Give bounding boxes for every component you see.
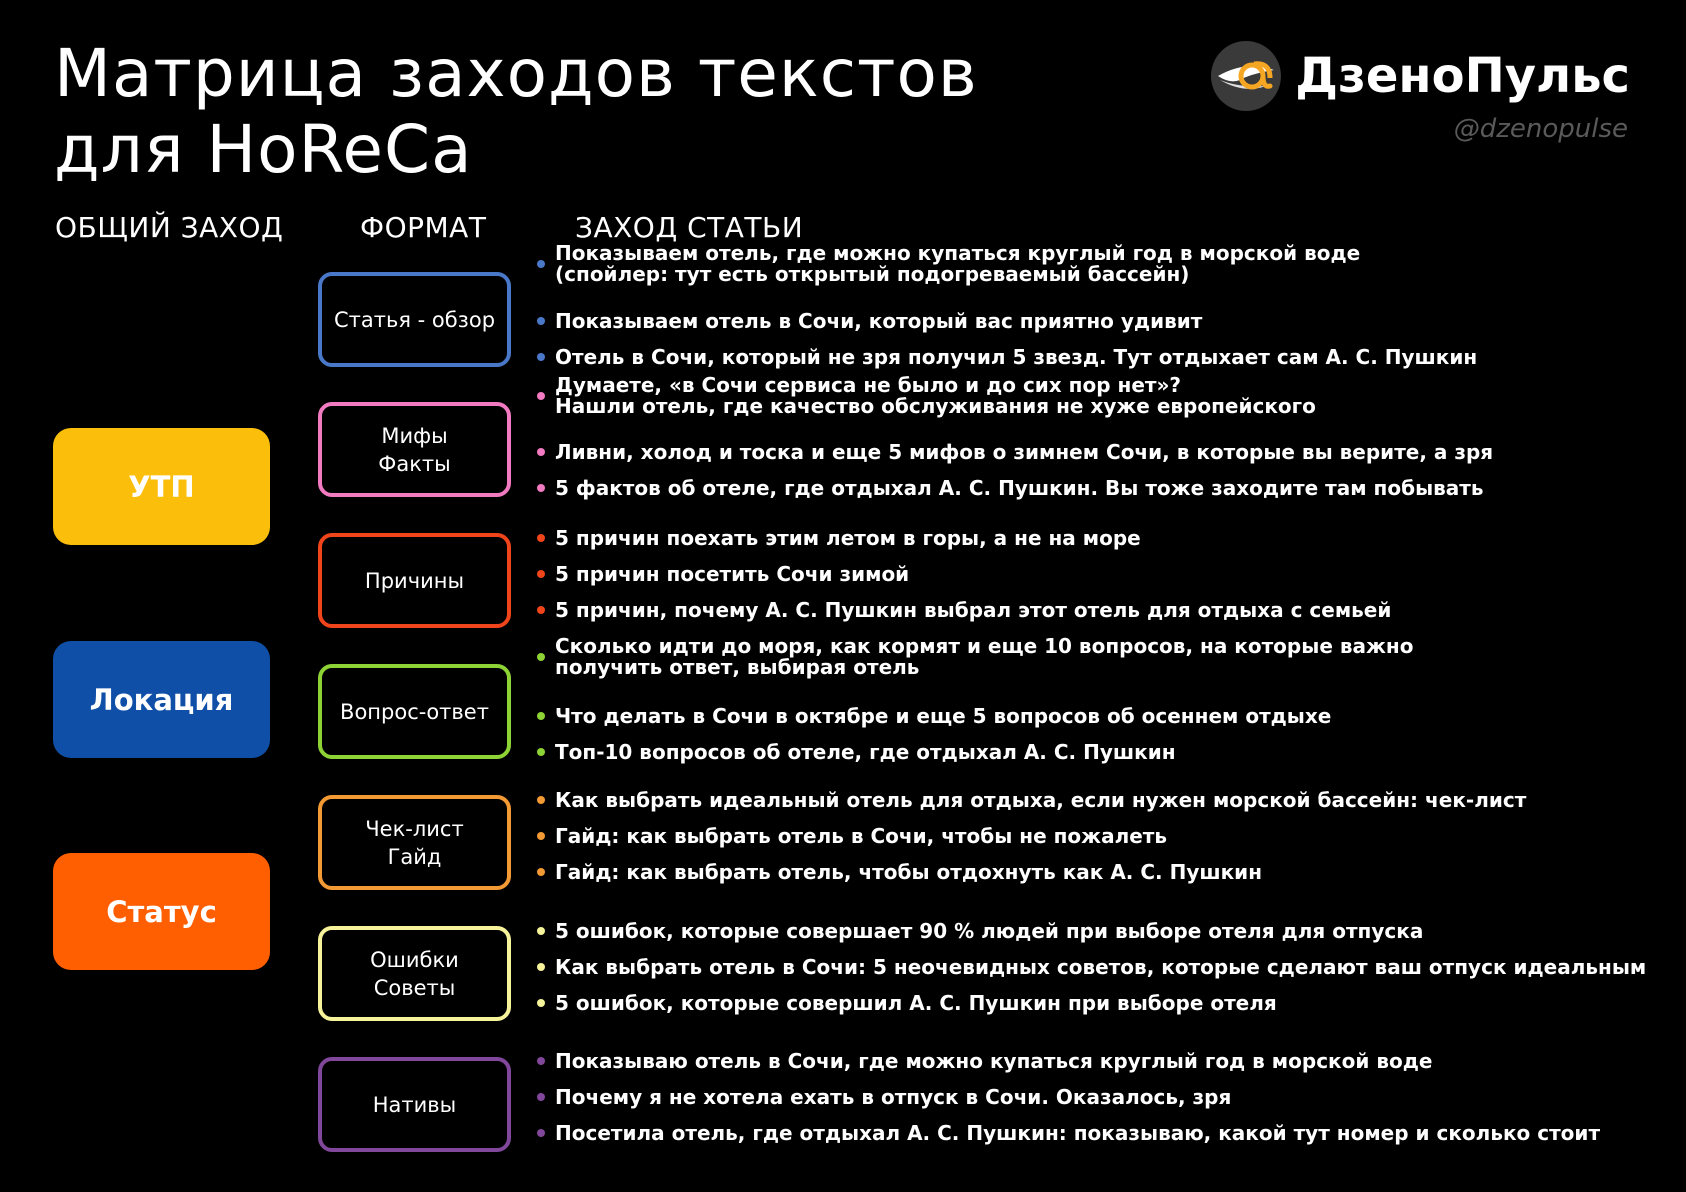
article-item [555,739,1680,764]
article-item [555,636,1680,678]
format-label-line: Гайд [387,844,442,869]
format-label-line: Причины [364,568,465,593]
approach-label: УТП [128,469,195,504]
bullet-dot-icon [537,570,545,578]
column-header-approach: ОБЩИЙ ЗАХОД [55,211,284,244]
article-item [555,308,1680,333]
article-item-text: Ливни, холод и тоска и еще 5 мифов о зимнем Сочи, в которые вы верите, а зря [555,439,1494,464]
brand-handle: @dzenopulse [1453,114,1628,144]
format-box-checklist-guide [318,795,511,890]
bullet-dot-icon [537,448,545,456]
article-item [555,1120,1680,1145]
bullet-dot-icon [537,484,545,492]
article-item-text: Посетила отель, где отдыхал А. С. Пушкин: показываю, какой тут номер и сколько стоит [555,1120,1601,1145]
article-item-text: Сколько идти до моря, как кормят и еще 10 вопросов, на которые важно получить ответ, выбирая отель [555,634,1414,679]
article-item-text: 5 ошибок, которые совершает 90 % людей при выборе отеля для отпуска [555,918,1424,943]
bullet-dot-icon [537,1093,545,1101]
bullet-dot-icon [537,1057,545,1065]
format-box-myths-facts [318,402,511,497]
article-item-text: 5 фактов об отеле, где отдыхал А. С. Пушкин. Вы тоже заходите там побывать [555,475,1484,500]
bullet-dot-icon [537,796,545,804]
page-title [54,36,1154,188]
approach-box-status [53,853,270,970]
article-item-text: Показываю отель в Сочи, где можно купаться круглый год в морской воде [555,1048,1433,1073]
article-item [555,1048,1680,1073]
at-sign-logo-icon [1210,40,1282,112]
article-item [555,475,1680,500]
format-box-natives [318,1057,511,1152]
article-item-text: Гайд: как выбрать отель в Сочи, чтобы не пожалеть [555,823,1168,848]
format-label-line: Чек-лист [365,816,464,841]
format-label-line: Вопрос-ответ [340,699,489,724]
bullet-dot-icon [537,832,545,840]
article-item-text: 5 причин поехать этим летом в горы, а не на море [555,525,1141,550]
format-box-mistakes-tips [318,926,511,1021]
bullet-dot-icon [537,748,545,756]
bullet-dot-icon [537,712,545,720]
article-item-text: Что делать в Сочи в октябре и еще 5 вопросов об осеннем отдыхе [555,703,1332,728]
article-item-text: 5 причин, почему А. С. Пушкин выбрал этот отель для отдыха с семьей [555,597,1392,622]
article-item [555,823,1680,848]
article-item [555,344,1680,369]
format-label-line: Статья - обзор [333,307,496,332]
article-item [555,918,1680,943]
bullet-dot-icon [537,927,545,935]
article-item-text: Гайд: как выбрать отель, чтобы отдохнуть как А. С. Пушкин [555,859,1263,884]
article-item-text: 5 причин посетить Сочи зимой [555,561,910,586]
format-label-line: Нативы [372,1092,457,1117]
article-item [555,561,1680,586]
bullet-dot-icon [537,868,545,876]
article-item-text: Показываем отель, где можно купаться круглый год в морской воде (спойлер: тут есть открытый подогреваемый бассейн) [555,241,1361,286]
article-item [555,597,1680,622]
article-item [555,859,1680,884]
title-line-2: для HoReCa [54,111,473,188]
approach-box-location [53,641,270,758]
column-header-article: ЗАХОД СТАТЬИ [575,211,804,244]
bullet-dot-icon [537,534,545,542]
article-item [555,1084,1680,1109]
article-item-text: Отель в Сочи, который не зря получил 5 звезд. Тут отдыхает сам А. С. Пушкин [555,344,1478,369]
article-item-text: Показываем отель в Сочи, который вас приятно удивит [555,308,1203,333]
bullet-dot-icon [537,999,545,1007]
format-box-review [318,272,511,367]
article-item [555,439,1680,464]
article-item [555,243,1680,285]
approach-label: Локация [89,682,234,717]
bullet-dot-icon [537,317,545,325]
article-item-text: Топ-10 вопросов об отеле, где отдыхал А. С. Пушкин [555,739,1176,764]
title-line-1: Матрица заходов текстов [54,35,978,112]
bullet-dot-icon [537,392,545,400]
bullet-dot-icon [537,653,545,661]
article-item-text: Думаете, «в Сочи сервиса не было и до сих пор нет»? Нашли отель, где качество обслуживания не хуже европейского [555,373,1316,418]
format-label-line: Мифы [381,423,448,448]
article-item [555,954,1680,979]
format-label-line: Факты [378,451,451,476]
bullet-dot-icon [537,606,545,614]
article-item-text: Почему я не хотела ехать в отпуск в Сочи. Оказалось, зря [555,1084,1232,1109]
article-item-text: 5 ошибок, которые совершил А. С. Пушкин при выборе отеля [555,990,1277,1015]
bullet-dot-icon [537,963,545,971]
column-header-format: ФОРМАТ [360,211,487,244]
format-box-qa [318,664,511,759]
bullet-dot-icon [537,260,545,268]
format-label-line: Советы [373,975,456,1000]
format-label-line: Ошибки [370,947,459,972]
brand-block [1210,40,1630,150]
approach-label: Статус [106,894,217,929]
bullet-dot-icon [537,353,545,361]
article-item [555,787,1680,812]
article-item [555,703,1680,728]
article-item-text: Как выбрать отель в Сочи: 5 неочевидных советов, которые сделают ваш отпуск идеальным [555,954,1647,979]
bullet-dot-icon [537,1129,545,1137]
format-box-reasons [318,533,511,628]
brand-name: ДзеноПульс [1295,48,1630,104]
approach-box-utp [53,428,270,545]
article-item [555,990,1680,1015]
article-item [555,375,1680,417]
article-item [555,525,1680,550]
article-item-text: Как выбрать идеальный отель для отдыха, если нужен морской бассейн: чек-лист [555,787,1527,812]
